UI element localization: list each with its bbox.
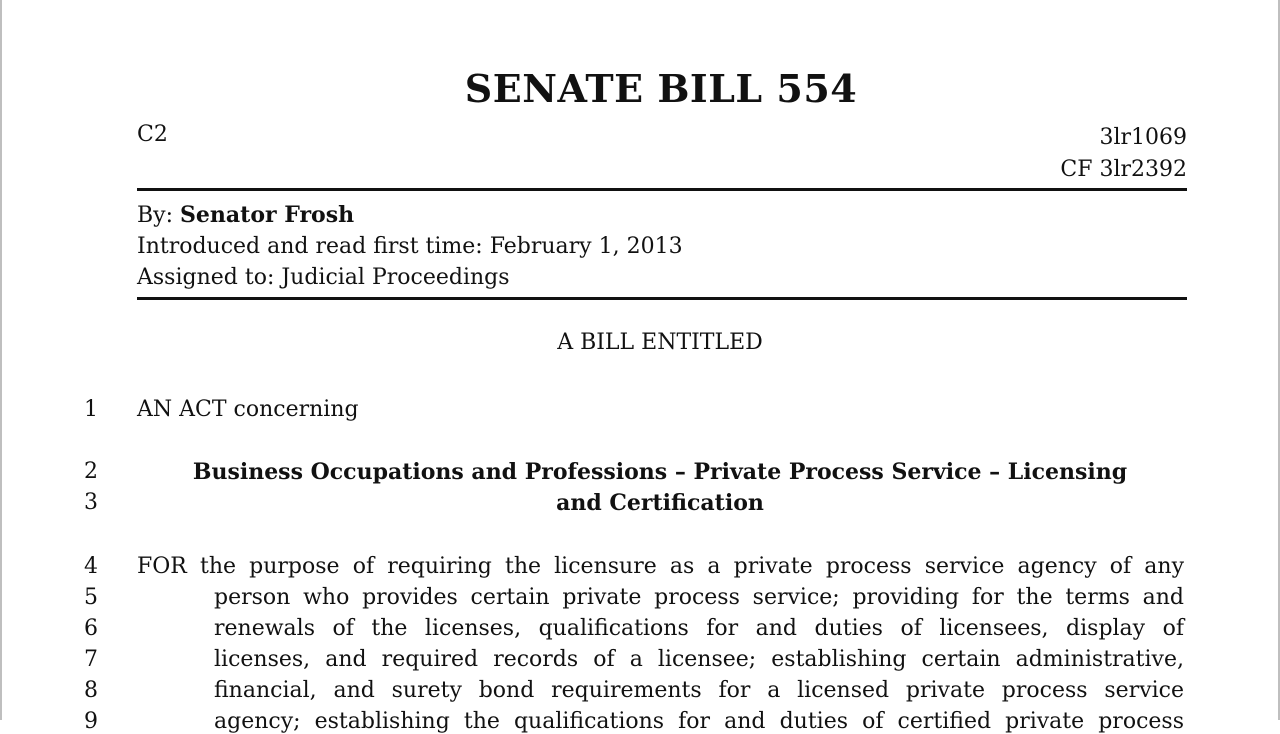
purpose-line: FOR the purpose of requiring the licensure as a private process service agency of any (137, 554, 1184, 579)
drafting-code: 3lr1069 (1099, 125, 1187, 150)
line-number: 4 (84, 554, 98, 579)
purpose-line: licenses, and required records of a licensee; establishing certain administrative, (214, 647, 1184, 672)
sponsor-name: Senator Frosh (180, 202, 355, 228)
sponsor-block (137, 200, 683, 293)
assigned-line: Assigned to: Judicial Proceedings (137, 265, 510, 290)
line-number: 9 (84, 709, 98, 734)
divider-rule (137, 297, 1187, 300)
act-line: AN ACT concerning (137, 397, 359, 422)
cross-file-code: CF 3lr2392 (1060, 157, 1187, 182)
bill-title: SENATE BILL 554 (464, 66, 858, 111)
by-label: By: (137, 203, 181, 228)
introduced-line: Introduced and read first time: February 1, 2013 (137, 234, 683, 259)
classification-code: C2 (137, 122, 168, 147)
line-number: 7 (84, 647, 98, 672)
line-number: 1 (84, 397, 98, 422)
drafting-codes (1060, 122, 1187, 186)
purpose-line: financial, and surety bond requirements for a licensed private process service (214, 678, 1184, 703)
line-number: 6 (84, 616, 98, 641)
purpose-line: agency; establishing the qualifications for and duties of certified private process (214, 709, 1184, 734)
bill-entitled: A BILL ENTITLED (557, 330, 763, 355)
bill-subject-heading-cont: and Certification (556, 490, 764, 516)
purpose-line: renewals of the licenses, qualifications for and duties of licensees, display of (214, 616, 1184, 641)
divider-rule (137, 188, 1187, 191)
sponsor-line (137, 200, 683, 231)
purpose-line: person who provides certain private process service; providing for the terms and (214, 585, 1184, 610)
line-number: 2 (84, 459, 98, 484)
line-number: 8 (84, 678, 98, 703)
line-number: 5 (84, 585, 98, 610)
bill-subject-heading: Business Occupations and Professions – Private Process Service – Licensing (192, 459, 1128, 485)
line-number: 3 (84, 490, 98, 515)
